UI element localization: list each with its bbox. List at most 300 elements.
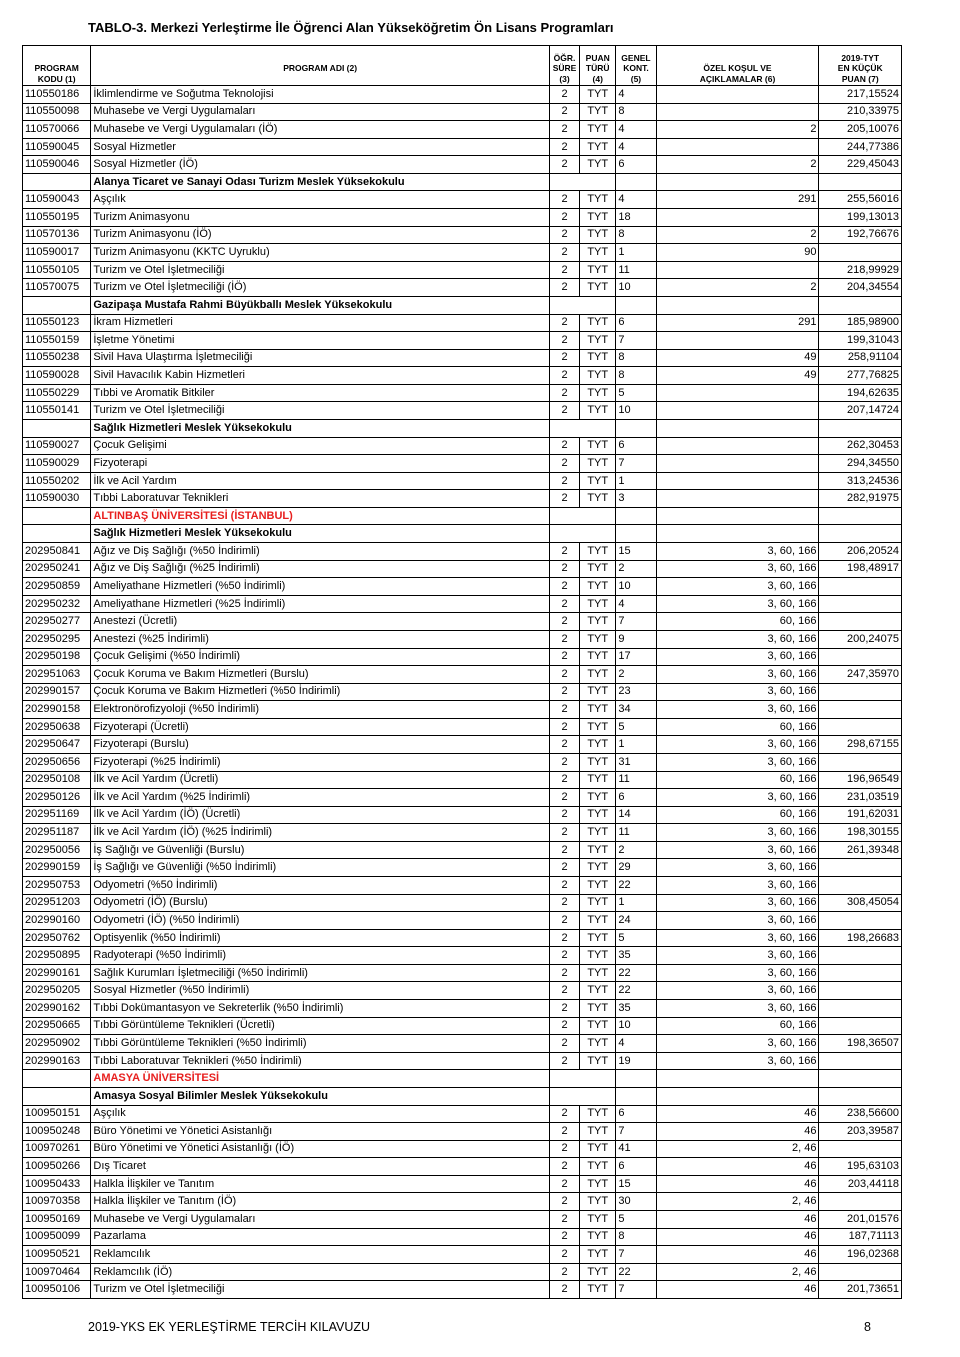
duration-cell: 2 <box>549 947 579 965</box>
empty-cell <box>656 1087 819 1105</box>
quota-cell: 6 <box>616 1158 656 1176</box>
quota-cell: 4 <box>616 1035 656 1053</box>
program-code-cell: 100950521 <box>23 1246 91 1264</box>
score-type-cell: TYT <box>580 982 616 1000</box>
empty-cell <box>549 173 615 191</box>
notes-cell <box>656 209 819 227</box>
empty-cell <box>23 525 91 543</box>
school-name: Amasya Sosyal Bilimler Meslek Yüksekokulu <box>91 1087 550 1105</box>
program-code-cell: 110570136 <box>23 226 91 244</box>
program-code-cell: 202990163 <box>23 1052 91 1070</box>
score-type-cell: TYT <box>580 753 616 771</box>
program-name-cell: Muhasebe ve Vergi Uygulamaları <box>91 103 550 121</box>
table-row <box>23 560 902 578</box>
empty-cell <box>549 507 615 525</box>
duration-cell: 2 <box>549 859 579 877</box>
min-score-cell <box>819 701 902 719</box>
quota-cell: 4 <box>616 138 656 156</box>
school-header-row <box>23 296 902 314</box>
quota-cell: 8 <box>616 349 656 367</box>
duration-cell: 2 <box>549 1123 579 1141</box>
program-name-cell: Turizm Animasyonu (İÖ) <box>91 226 550 244</box>
school-name: Gazipaşa Mustafa Rahmi Büyükballı Meslek Yüksekokulu <box>91 296 550 314</box>
score-type-cell: TYT <box>580 1105 616 1123</box>
min-score-cell: 194,62635 <box>819 384 902 402</box>
table-row <box>23 789 902 807</box>
program-code-cell: 202950241 <box>23 560 91 578</box>
min-score-cell: 198,36507 <box>819 1035 902 1053</box>
score-type-cell: TYT <box>580 1158 616 1176</box>
score-type-cell: TYT <box>580 929 616 947</box>
program-name-cell: Ağız ve Diş Sağlığı (%50 İndirimli) <box>91 543 550 561</box>
table-row <box>23 244 902 262</box>
score-type-cell: TYT <box>580 1228 616 1246</box>
duration-cell: 2 <box>549 982 579 1000</box>
program-name-cell: Halkla İlişkiler ve Tanıtım <box>91 1175 550 1193</box>
min-score-cell: 198,48917 <box>819 560 902 578</box>
notes-cell <box>656 490 819 508</box>
empty-cell <box>616 507 656 525</box>
notes-cell: 46 <box>656 1281 819 1299</box>
notes-cell: 3, 60, 166 <box>656 543 819 561</box>
quota-cell: 11 <box>616 824 656 842</box>
duration-cell: 2 <box>549 877 579 895</box>
min-score-cell <box>819 877 902 895</box>
min-score-cell: 282,91975 <box>819 490 902 508</box>
program-code-cell: 202950638 <box>23 718 91 736</box>
notes-cell: 3, 60, 166 <box>656 929 819 947</box>
min-score-cell <box>819 859 902 877</box>
university-header-row <box>23 507 902 525</box>
program-name-cell: Odyometri (İÖ) (Burslu) <box>91 894 550 912</box>
notes-cell <box>656 138 819 156</box>
score-type-cell: TYT <box>580 1000 616 1018</box>
min-score-cell <box>819 912 902 930</box>
program-name-cell: Reklamcılık (İÖ) <box>91 1263 550 1281</box>
quota-cell: 10 <box>616 279 656 297</box>
duration-cell: 2 <box>549 736 579 754</box>
duration-cell: 2 <box>549 613 579 631</box>
table-row <box>23 209 902 227</box>
score-type-cell: TYT <box>580 332 616 350</box>
table-row <box>23 859 902 877</box>
table-row <box>23 1246 902 1264</box>
table-row <box>23 1000 902 1018</box>
table-row <box>23 1193 902 1211</box>
program-code-cell: 202950762 <box>23 929 91 947</box>
score-type-cell: TYT <box>580 771 616 789</box>
min-score-cell: 203,44118 <box>819 1175 902 1193</box>
program-name-cell: Pazarlama <box>91 1228 550 1246</box>
program-name-cell: Tıbbi Dokümantasyon ve Sekreterlik (%50 İndirimli) <box>91 1000 550 1018</box>
program-name-cell: Ameliyathane Hizmetleri (%50 İndirimli) <box>91 578 550 596</box>
program-name-cell: Dış Ticaret <box>91 1158 550 1176</box>
table-row <box>23 226 902 244</box>
program-code-cell: 110550141 <box>23 402 91 420</box>
program-name-cell: Halkla İlişkiler ve Tanıtım (İÖ) <box>91 1193 550 1211</box>
program-code-cell: 110550186 <box>23 86 91 104</box>
min-score-cell: 187,71113 <box>819 1228 902 1246</box>
quota-cell: 15 <box>616 543 656 561</box>
notes-cell: 3, 60, 166 <box>656 648 819 666</box>
quota-cell: 15 <box>616 1175 656 1193</box>
table-row <box>23 314 902 332</box>
program-code-cell: 110590017 <box>23 244 91 262</box>
table-row <box>23 138 902 156</box>
quota-cell: 22 <box>616 877 656 895</box>
duration-cell: 2 <box>549 1105 579 1123</box>
notes-cell: 3, 60, 166 <box>656 1035 819 1053</box>
score-type-cell: TYT <box>580 1123 616 1141</box>
duration-cell: 2 <box>549 138 579 156</box>
table-row <box>23 929 902 947</box>
empty-cell <box>23 419 91 437</box>
score-type-cell: TYT <box>580 437 616 455</box>
quota-cell: 17 <box>616 648 656 666</box>
score-type-cell: TYT <box>580 1281 616 1299</box>
quota-cell: 7 <box>616 613 656 631</box>
table-row <box>23 630 902 648</box>
table-row <box>23 156 902 174</box>
min-score-cell: 198,30155 <box>819 824 902 842</box>
duration-cell: 2 <box>549 226 579 244</box>
table-row <box>23 824 902 842</box>
table-row <box>23 947 902 965</box>
program-name-cell: Turizm Animasyonu (KKTC Uyruklu) <box>91 244 550 262</box>
table-row <box>23 332 902 350</box>
table-row <box>23 1158 902 1176</box>
programs-table <box>22 45 902 1299</box>
table-row <box>23 191 902 209</box>
duration-cell: 2 <box>549 384 579 402</box>
quota-cell: 18 <box>616 209 656 227</box>
table-row <box>23 279 902 297</box>
quota-cell: 4 <box>616 86 656 104</box>
quota-cell: 4 <box>616 191 656 209</box>
table-row <box>23 1052 902 1070</box>
table-row <box>23 384 902 402</box>
duration-cell: 2 <box>549 789 579 807</box>
header-duration: ÖĞR. SÜRE (3) <box>549 46 579 86</box>
notes-cell <box>656 402 819 420</box>
notes-cell: 3, 60, 166 <box>656 789 819 807</box>
table-row <box>23 1017 902 1035</box>
school-header-row <box>23 525 902 543</box>
empty-cell <box>656 419 819 437</box>
program-code-cell: 110550159 <box>23 332 91 350</box>
empty-cell <box>549 419 615 437</box>
table-row <box>23 613 902 631</box>
duration-cell: 2 <box>549 455 579 473</box>
empty-cell <box>616 419 656 437</box>
min-score-cell: 205,10076 <box>819 121 902 139</box>
duration-cell: 2 <box>549 1211 579 1229</box>
duration-cell: 2 <box>549 543 579 561</box>
notes-cell: 3, 60, 166 <box>656 947 819 965</box>
program-name-cell: İlk ve Acil Yardım (%25 İndirimli) <box>91 789 550 807</box>
notes-cell: 3, 60, 166 <box>656 824 819 842</box>
score-type-cell: TYT <box>580 560 616 578</box>
quota-cell: 29 <box>616 859 656 877</box>
notes-cell: 46 <box>656 1105 819 1123</box>
table-row <box>23 648 902 666</box>
program-name-cell: Turizm ve Otel İşletmeciliği (İÖ) <box>91 279 550 297</box>
notes-cell: 3, 60, 166 <box>656 1052 819 1070</box>
min-score-cell <box>819 613 902 631</box>
duration-cell: 2 <box>549 103 579 121</box>
table-row <box>23 753 902 771</box>
school-name: Sağlık Hizmetleri Meslek Yüksekokulu <box>91 419 550 437</box>
min-score-cell: 201,01576 <box>819 1211 902 1229</box>
program-name-cell: Tıbbi Laboratuvar Teknikleri <box>91 490 550 508</box>
min-score-cell: 255,56016 <box>819 191 902 209</box>
score-type-cell: TYT <box>580 789 616 807</box>
notes-cell: 3, 60, 166 <box>656 877 819 895</box>
min-score-cell: 191,62031 <box>819 806 902 824</box>
score-type-cell: TYT <box>580 543 616 561</box>
min-score-cell: 210,33975 <box>819 103 902 121</box>
quota-cell: 7 <box>616 1123 656 1141</box>
quota-cell: 19 <box>616 1052 656 1070</box>
min-score-cell: 195,63103 <box>819 1158 902 1176</box>
program-code-cell: 202990159 <box>23 859 91 877</box>
notes-cell: 49 <box>656 349 819 367</box>
program-name-cell: Sağlık Kurumları İşletmeciliği (%50 İndirimli) <box>91 964 550 982</box>
table-row <box>23 912 902 930</box>
school-header-row <box>23 173 902 191</box>
program-code-cell: 110590029 <box>23 455 91 473</box>
empty-cell <box>549 1087 615 1105</box>
min-score-cell: 206,20524 <box>819 543 902 561</box>
program-code-cell: 202951203 <box>23 894 91 912</box>
program-code-cell: 100950151 <box>23 1105 91 1123</box>
program-name-cell: Optisyenlik (%50 İndirimli) <box>91 929 550 947</box>
duration-cell: 2 <box>549 402 579 420</box>
duration-cell: 2 <box>549 683 579 701</box>
table-row <box>23 806 902 824</box>
program-code-cell: 110550202 <box>23 472 91 490</box>
duration-cell: 2 <box>549 1035 579 1053</box>
duration-cell: 2 <box>549 490 579 508</box>
quota-cell: 22 <box>616 964 656 982</box>
duration-cell: 2 <box>549 472 579 490</box>
quota-cell: 8 <box>616 367 656 385</box>
program-name-cell: Tıbbi Görüntüleme Teknikleri (%50 İndirimli) <box>91 1035 550 1053</box>
duration-cell: 2 <box>549 244 579 262</box>
notes-cell: 3, 60, 166 <box>656 912 819 930</box>
notes-cell: 2 <box>656 226 819 244</box>
min-score-cell <box>819 1052 902 1070</box>
duration-cell: 2 <box>549 630 579 648</box>
duration-cell: 2 <box>549 209 579 227</box>
notes-cell: 2, 46 <box>656 1263 819 1281</box>
score-type-cell: TYT <box>580 103 616 121</box>
program-name-cell: Çocuk Koruma ve Bakım Hizmetleri (%50 İndirimli) <box>91 683 550 701</box>
min-score-cell <box>819 683 902 701</box>
table-row <box>23 1175 902 1193</box>
program-code-cell: 202950841 <box>23 543 91 561</box>
min-score-cell <box>819 718 902 736</box>
program-name-cell: İlk ve Acil Yardım (İÖ) (Ücretli) <box>91 806 550 824</box>
duration-cell: 2 <box>549 1228 579 1246</box>
table-row <box>23 1228 902 1246</box>
quota-cell: 3 <box>616 490 656 508</box>
program-name-cell: Reklamcılık <box>91 1246 550 1264</box>
min-score-cell: 196,02368 <box>819 1246 902 1264</box>
table-row <box>23 103 902 121</box>
score-type-cell: TYT <box>580 1246 616 1264</box>
min-score-cell: 231,03519 <box>819 789 902 807</box>
table-row <box>23 1035 902 1053</box>
program-name-cell: İklimlendirme ve Soğutma Teknolojisi <box>91 86 550 104</box>
program-name-cell: Ameliyathane Hizmetleri (%25 İndirimli) <box>91 595 550 613</box>
score-type-cell: TYT <box>580 1140 616 1158</box>
duration-cell: 2 <box>549 1263 579 1281</box>
min-score-cell: 192,76676 <box>819 226 902 244</box>
table-row <box>23 437 902 455</box>
empty-cell <box>656 525 819 543</box>
table-row <box>23 982 902 1000</box>
program-name-cell: Muhasebe ve Vergi Uygulamaları (İÖ) <box>91 121 550 139</box>
notes-cell: 3, 60, 166 <box>656 1000 819 1018</box>
score-type-cell: TYT <box>580 824 616 842</box>
program-code-cell: 110550098 <box>23 103 91 121</box>
table-row <box>23 1211 902 1229</box>
program-code-cell: 202951187 <box>23 824 91 842</box>
quota-cell: 2 <box>616 841 656 859</box>
table-row <box>23 736 902 754</box>
score-type-cell: TYT <box>580 384 616 402</box>
quota-cell: 35 <box>616 1000 656 1018</box>
score-type-cell: TYT <box>580 947 616 965</box>
score-type-cell: TYT <box>580 490 616 508</box>
score-type-cell: TYT <box>580 859 616 877</box>
notes-cell: 3, 60, 166 <box>656 683 819 701</box>
min-score-cell <box>819 982 902 1000</box>
min-score-cell: 218,99929 <box>819 261 902 279</box>
quota-cell: 31 <box>616 753 656 771</box>
empty-cell <box>616 1070 656 1088</box>
table-row <box>23 367 902 385</box>
duration-cell: 2 <box>549 718 579 736</box>
program-name-cell: Tıbbi Laboratuvar Teknikleri (%50 İndirimli) <box>91 1052 550 1070</box>
university-header-row <box>23 1070 902 1088</box>
program-name-cell: Turizm ve Otel İşletmeciliği <box>91 261 550 279</box>
notes-cell: 2, 46 <box>656 1193 819 1211</box>
notes-cell: 46 <box>656 1246 819 1264</box>
min-score-cell: 217,15524 <box>819 86 902 104</box>
score-type-cell: TYT <box>580 683 616 701</box>
score-type-cell: TYT <box>580 455 616 473</box>
quota-cell: 2 <box>616 666 656 684</box>
min-score-cell: 238,56600 <box>819 1105 902 1123</box>
min-score-cell <box>819 1000 902 1018</box>
quota-cell: 10 <box>616 578 656 596</box>
program-code-cell: 110550123 <box>23 314 91 332</box>
program-code-cell: 110590027 <box>23 437 91 455</box>
notes-cell <box>656 261 819 279</box>
quota-cell: 1 <box>616 736 656 754</box>
score-type-cell: TYT <box>580 964 616 982</box>
notes-cell: 46 <box>656 1211 819 1229</box>
program-name-cell: Büro Yönetimi ve Yönetici Asistanlığı <box>91 1123 550 1141</box>
table-row <box>23 771 902 789</box>
min-score-cell: 247,35970 <box>819 666 902 684</box>
duration-cell: 2 <box>549 1000 579 1018</box>
program-code-cell: 202950126 <box>23 789 91 807</box>
program-code-cell: 202951063 <box>23 666 91 684</box>
quota-cell: 41 <box>616 1140 656 1158</box>
program-name-cell: Turizm Animasyonu <box>91 209 550 227</box>
table-row <box>23 402 902 420</box>
program-name-cell: Çocuk Gelişimi (%50 İndirimli) <box>91 648 550 666</box>
table-row <box>23 578 902 596</box>
score-type-cell: TYT <box>580 841 616 859</box>
program-name-cell: İş Sağlığı ve Güvenliği (%50 İndirimli) <box>91 859 550 877</box>
program-name-cell: Aşçılık <box>91 191 550 209</box>
duration-cell: 2 <box>549 560 579 578</box>
notes-cell: 2, 46 <box>656 1140 819 1158</box>
min-score-cell <box>819 947 902 965</box>
duration-cell: 2 <box>549 841 579 859</box>
program-code-cell: 202950108 <box>23 771 91 789</box>
duration-cell: 2 <box>549 121 579 139</box>
quota-cell: 9 <box>616 630 656 648</box>
duration-cell: 2 <box>549 279 579 297</box>
program-code-cell: 202990158 <box>23 701 91 719</box>
score-type-cell: TYT <box>580 261 616 279</box>
program-code-cell: 110590043 <box>23 191 91 209</box>
min-score-cell: 308,45054 <box>819 894 902 912</box>
table-row <box>23 261 902 279</box>
program-name-cell: Ağız ve Diş Sağlığı (%25 İndirimli) <box>91 560 550 578</box>
notes-cell: 60, 166 <box>656 613 819 631</box>
quota-cell: 1 <box>616 894 656 912</box>
empty-cell <box>549 525 615 543</box>
notes-cell: 3, 60, 166 <box>656 894 819 912</box>
min-score-cell <box>819 753 902 771</box>
program-code-cell: 100950099 <box>23 1228 91 1246</box>
program-code-cell: 202990161 <box>23 964 91 982</box>
quota-cell: 4 <box>616 595 656 613</box>
score-type-cell: TYT <box>580 1035 616 1053</box>
table-row <box>23 1123 902 1141</box>
program-code-cell: 202950647 <box>23 736 91 754</box>
score-type-cell: TYT <box>580 1017 616 1035</box>
duration-cell: 2 <box>549 332 579 350</box>
duration-cell: 2 <box>549 314 579 332</box>
program-name-cell: Anestezi (Ücretli) <box>91 613 550 631</box>
duration-cell: 2 <box>549 929 579 947</box>
program-name-cell: Sosyal Hizmetler <box>91 138 550 156</box>
program-code-cell: 202950277 <box>23 613 91 631</box>
program-code-cell: 100950266 <box>23 1158 91 1176</box>
min-score-cell: 277,76825 <box>819 367 902 385</box>
table-row <box>23 86 902 104</box>
min-score-cell <box>819 1017 902 1035</box>
score-type-cell: TYT <box>580 367 616 385</box>
header-program-code: PROGRAM KODU (1) <box>23 46 91 86</box>
min-score-cell: 298,67155 <box>819 736 902 754</box>
notes-cell: 90 <box>656 244 819 262</box>
min-score-cell <box>819 595 902 613</box>
duration-cell: 2 <box>549 824 579 842</box>
header-notes: ÖZEL KOŞUL VE AÇIKLAMALAR (6) <box>656 46 819 86</box>
duration-cell: 2 <box>549 261 579 279</box>
empty-cell <box>819 1087 902 1105</box>
program-code-cell: 202950295 <box>23 630 91 648</box>
score-type-cell: TYT <box>580 314 616 332</box>
